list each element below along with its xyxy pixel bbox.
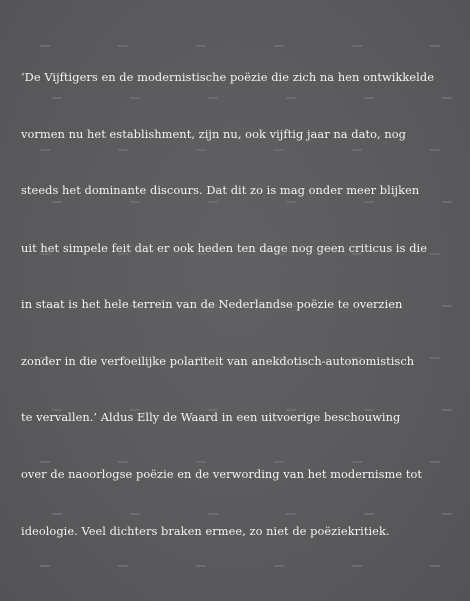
watermark-mark bbox=[208, 97, 218, 99]
watermark-mark bbox=[442, 513, 452, 515]
watermark-mark bbox=[352, 461, 362, 463]
passage-line-4: uit het simpele feit dat er ook heden ten dage nog geen criticus is die bbox=[21, 241, 428, 255]
watermark-mark bbox=[40, 565, 50, 567]
watermark-mark bbox=[52, 201, 62, 203]
watermark-mark bbox=[286, 513, 296, 515]
watermark-mark bbox=[130, 201, 140, 203]
watermark-mark bbox=[364, 513, 374, 515]
watermark-mark bbox=[442, 305, 452, 307]
watermark-mark bbox=[208, 201, 218, 203]
watermark-mark bbox=[430, 357, 440, 359]
watermark-mark bbox=[40, 149, 50, 151]
passage-line-5: in staat is het hele terrein van de Nederlandse poëzie te overzien bbox=[21, 297, 403, 311]
watermark-mark bbox=[430, 461, 440, 463]
watermark-mark bbox=[442, 97, 452, 99]
watermark-mark bbox=[430, 565, 440, 567]
watermark-mark bbox=[274, 149, 284, 151]
watermark-mark bbox=[352, 149, 362, 151]
passage-line-1: ‘De Vijftigers en de modernistische poëzie die zich na hen ontwikkelde bbox=[21, 70, 434, 84]
watermark-mark bbox=[118, 565, 128, 567]
watermark-mark bbox=[118, 461, 128, 463]
watermark-mark bbox=[274, 461, 284, 463]
watermark-mark bbox=[196, 565, 206, 567]
passage-line-8: over de naoorlogse poëzie en de verwording van het modernisme tot bbox=[21, 467, 422, 481]
watermark-mark bbox=[40, 45, 50, 47]
watermark-mark bbox=[208, 513, 218, 515]
watermark-mark bbox=[364, 97, 374, 99]
watermark-mark bbox=[352, 565, 362, 567]
watermark-mark bbox=[364, 201, 374, 203]
watermark-mark bbox=[430, 149, 440, 151]
watermark-mark bbox=[286, 201, 296, 203]
watermark-mark bbox=[130, 97, 140, 99]
passage-line-9: ideologie. Veel dichters braken ermee, zo niet de poëziekritiek. bbox=[21, 524, 390, 538]
watermark-mark bbox=[274, 565, 284, 567]
watermark-mark bbox=[118, 45, 128, 47]
watermark-mark bbox=[196, 149, 206, 151]
watermark-mark bbox=[52, 97, 62, 99]
passage-line-3: steeds het dominante discours. Dat dit zo is mag onder meer blijken bbox=[21, 183, 420, 197]
watermark-mark bbox=[352, 45, 362, 47]
watermark-mark bbox=[430, 253, 440, 255]
watermark-mark bbox=[130, 513, 140, 515]
watermark-mark bbox=[442, 409, 452, 411]
watermark-mark bbox=[286, 97, 296, 99]
watermark-mark bbox=[430, 45, 440, 47]
watermark-mark bbox=[40, 461, 50, 463]
watermark-mark bbox=[118, 149, 128, 151]
passage-line-6: zonder in die verfoeilijke polariteit van anekdotisch-autonomistisch bbox=[21, 354, 415, 368]
watermark-mark bbox=[442, 201, 452, 203]
watermark-mark bbox=[274, 45, 284, 47]
watermark-mark bbox=[196, 45, 206, 47]
passage-line-7: te vervallen.’ Aldus Elly de Waard in een uitvoerige beschouwing bbox=[21, 410, 401, 424]
watermark-mark bbox=[52, 513, 62, 515]
watermark-mark bbox=[196, 461, 206, 463]
passage-line-2: vormen nu het establishment, zijn nu, ook vijftig jaar na dato, nog bbox=[21, 127, 406, 141]
